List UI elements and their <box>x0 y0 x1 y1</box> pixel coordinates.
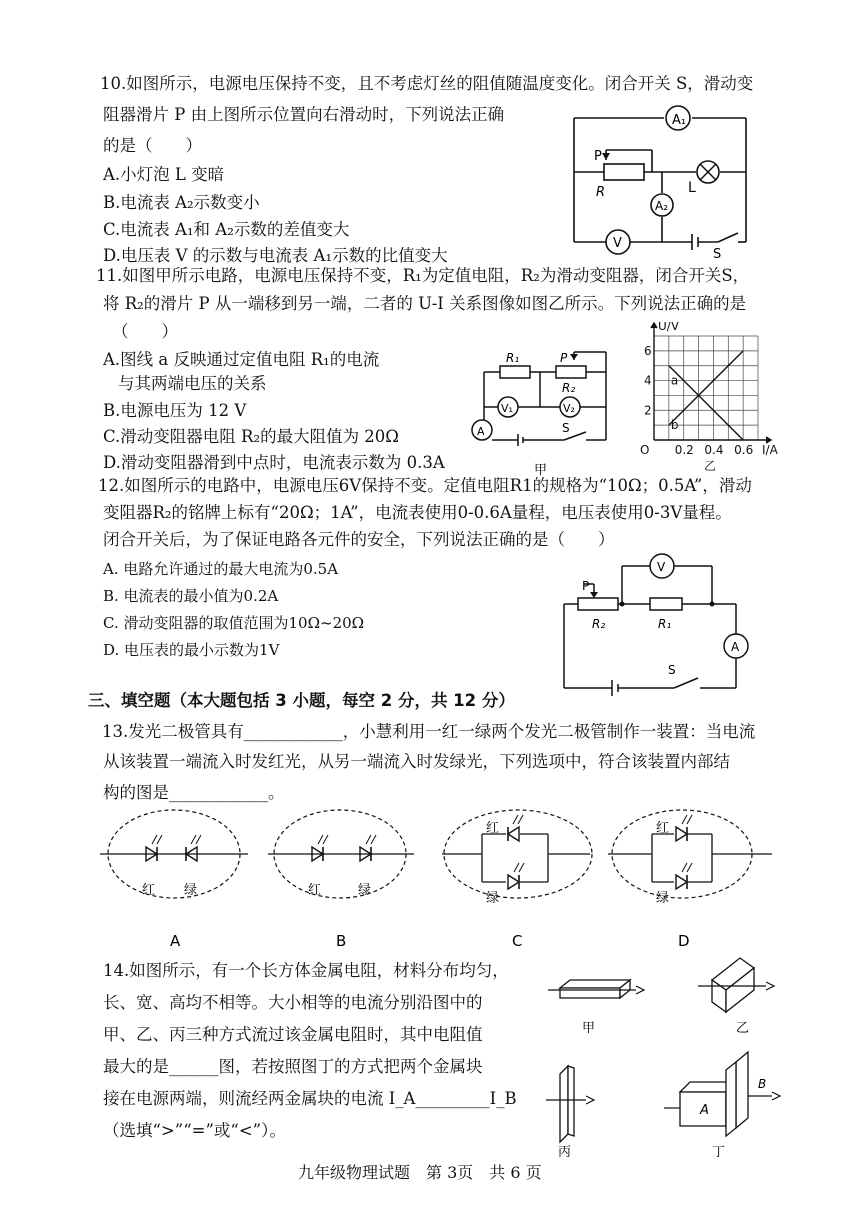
q11-line1: 11.如图甲所示电路，电源电压保持不变，R₁为定值电阻，R₂为滑动变阻器，闭合开关S， <box>96 266 750 285</box>
q10-fig-a2: A₂ <box>655 199 669 213</box>
line-b-label: b <box>670 418 679 433</box>
q14-fig-jia: 甲 <box>582 1021 596 1036</box>
q11-fig-jia-caption: 甲 <box>534 463 548 478</box>
q13-line3: 构的图是____________。 <box>103 783 285 802</box>
q10-fig-a1: A₁ <box>672 113 687 128</box>
y-tick-label: 4 <box>644 373 652 388</box>
q10-fig-s: S <box>713 247 722 260</box>
q10-fig-l: L <box>688 180 696 196</box>
q13-choice-d: D <box>678 932 690 950</box>
origin-label: O <box>640 443 650 457</box>
q14-line6: （选填“>”“=”或“<”）。 <box>103 1121 286 1140</box>
q13-b-red: 红 <box>308 883 322 898</box>
q14-metal-block-figures <box>540 950 800 1158</box>
q10-line1: 10.如图所示，电源电压保持不变，且不考虑灯丝的阻值随温度变化。闭合开关 S，滑动变 <box>100 74 754 93</box>
x-axis-label: I/A <box>762 443 778 457</box>
q14-fig-label-a: A <box>700 1103 709 1118</box>
q10-option-a: A.小灯泡 L 变暗 <box>103 165 225 184</box>
q12-fig-s: S <box>668 663 676 677</box>
q13-choice-a: A <box>170 932 181 950</box>
q14-line3: 甲、乙、丙三种方式流过该金属电阻时，其中电阻值 <box>103 1025 483 1044</box>
q11-option-a: A.图线 a 反映通过定值电阻 R₁的电流 <box>103 350 380 369</box>
q11-line2: 将 R₂的滑片 P 从一端移到另一端，二者的 U-I 关系图像如图乙所示。下列说法正确的是 <box>103 294 747 313</box>
q13-a-green: 绿 <box>184 883 198 898</box>
q10-circuit-diagram <box>568 100 758 260</box>
q13-option-c-diagram <box>442 810 592 950</box>
x-tick-label: 0.2 <box>674 443 694 457</box>
y-tick-label: 2 <box>644 403 652 418</box>
q12-circuit-diagram <box>556 548 756 696</box>
q10-option-d: D.电压表 V 的示数与电流表 A₁示数的比值变大 <box>103 246 448 265</box>
q12-fig-v: V <box>657 560 666 574</box>
q11-fig-r1: R₁ <box>506 351 520 365</box>
q11-fig-v2: V₂ <box>563 402 575 415</box>
q12-line2: 变阻器R₂的铭牌上标有“20Ω；1A”，电流表使用0-0.6A量程，电压表使用0-3V量程。 <box>103 503 732 522</box>
q10-fig-v: V <box>613 236 622 251</box>
q11-line3: （ ） <box>112 322 178 341</box>
q10-option-b: B.电流表 A₂示数变小 <box>103 193 260 212</box>
q12-option-a: A. 电路允许通过的最大电流为0.5A <box>103 560 339 578</box>
q13-b-green: 绿 <box>358 883 372 898</box>
fig-yi-caption: 乙 <box>704 459 717 473</box>
q13-c-green: 绿 <box>486 891 500 906</box>
q10-line3: 的是（ ） <box>103 136 202 155</box>
q12-option-d: D. 电压表的最小示数为1V <box>103 641 280 659</box>
q10-option-c: C.电流表 A₁和 A₂示数的差值变大 <box>103 220 350 239</box>
q12-fig-r1: R₁ <box>658 617 672 631</box>
q11-fig-p: P <box>560 351 568 365</box>
q13-led-options <box>96 808 776 952</box>
q11-fig-s: S <box>562 421 570 435</box>
q13-option-a-diagram <box>100 810 248 950</box>
q14-fig-label-b: B <box>758 1077 767 1091</box>
q13-line1: 13.发光二极管具有____________，小慧利用一红一绿两个发光二极管制作一装置：当电流 <box>102 722 756 741</box>
q10-line2: 阻器滑片 P 由上图所示位置向右滑动时，下列说法正确 <box>103 105 505 124</box>
q11-fig-r2: R₂ <box>562 381 576 395</box>
x-tick-label: 0.4 <box>704 443 724 457</box>
q12-option-c: C. 滑动变阻器的取值范围为10Ω~20Ω <box>103 614 365 632</box>
y-axis-label: U/V <box>658 322 680 333</box>
q13-choice-c: C <box>512 932 523 950</box>
q12-fig-r2: R₂ <box>592 617 606 631</box>
q14-line5: 接在电源两端，则流经两金属块的电流 I_A_________I_B <box>103 1089 517 1108</box>
q12-line1: 12.如图所示的电路中，电源电压6V保持不变。定值电阻R1的规格为“10Ω；0.5A”，滑动 <box>98 476 752 495</box>
y-axis-arrow <box>651 323 657 328</box>
q13-c-red: 红 <box>486 821 500 836</box>
q12-option-b: B. 电流表的最小值为0.2A <box>103 587 279 605</box>
q11-ui-graph <box>636 322 796 482</box>
q11-fig-v1: V₁ <box>501 402 513 415</box>
q11-option-a-cont: 与其两端电压的关系 <box>118 374 267 393</box>
y-tick-label: 6 <box>644 343 652 358</box>
line-a-label: a <box>670 373 679 388</box>
series-line-a <box>669 351 743 425</box>
q11-circuit-jia <box>470 344 618 478</box>
x-tick-label: 0.6 <box>734 443 754 457</box>
q12-line3: 闭合开关后，为了保证电路各元件的安全，下列说法正确的是（ ） <box>103 530 615 549</box>
q12-fig-p: P <box>582 579 590 593</box>
q14-line2: 长、宽、高均不相等。大小相等的电流分别沿图中的 <box>103 993 483 1012</box>
q13-a-red: 红 <box>142 883 156 898</box>
q10-fig-p: P <box>594 149 602 164</box>
q13-d-green: 绿 <box>656 891 670 906</box>
q14-line1: 14.如图所示，有一个长方体金属电阻，材料分布均匀， <box>103 961 509 980</box>
q12-fig-a: A <box>731 640 740 654</box>
q13-option-d-diagram <box>608 810 772 950</box>
q11-option-d: D.滑动变阻器滑到中点时，电流表示数为 0.3A <box>103 453 445 472</box>
q14-line4: 最大的是______图，若按照图丁的方式把两个金属块 <box>103 1057 483 1076</box>
q11-option-c: C.滑动变阻器电阻 R₂的最大阻值为 20Ω <box>103 427 399 446</box>
page-footer: 九年级物理试题 第 3页 共 6 页 <box>298 1163 542 1182</box>
q11-fig-a: A <box>477 425 485 438</box>
q13-option-b-diagram <box>268 810 414 950</box>
q14-fig-bing: 丙 <box>558 1145 572 1158</box>
q14-fig-yi: 乙 <box>736 1021 750 1036</box>
section3-title: 三、填空题（本大题包括 3 小题，每空 2 分，共 12 分） <box>88 691 515 710</box>
q11-option-b: B.电源电压为 12 V <box>103 401 247 420</box>
q14-fig-ding: 丁 <box>712 1145 726 1158</box>
q13-d-red: 红 <box>656 821 670 836</box>
series-line-b <box>669 366 743 440</box>
q10-fig-r: R <box>596 185 606 200</box>
q13-choice-b: B <box>336 932 347 950</box>
q13-line2: 从该装置一端流入时发红光，从另一端流入时发绿光，下列选项中，符合该装置内部结 <box>103 752 730 771</box>
